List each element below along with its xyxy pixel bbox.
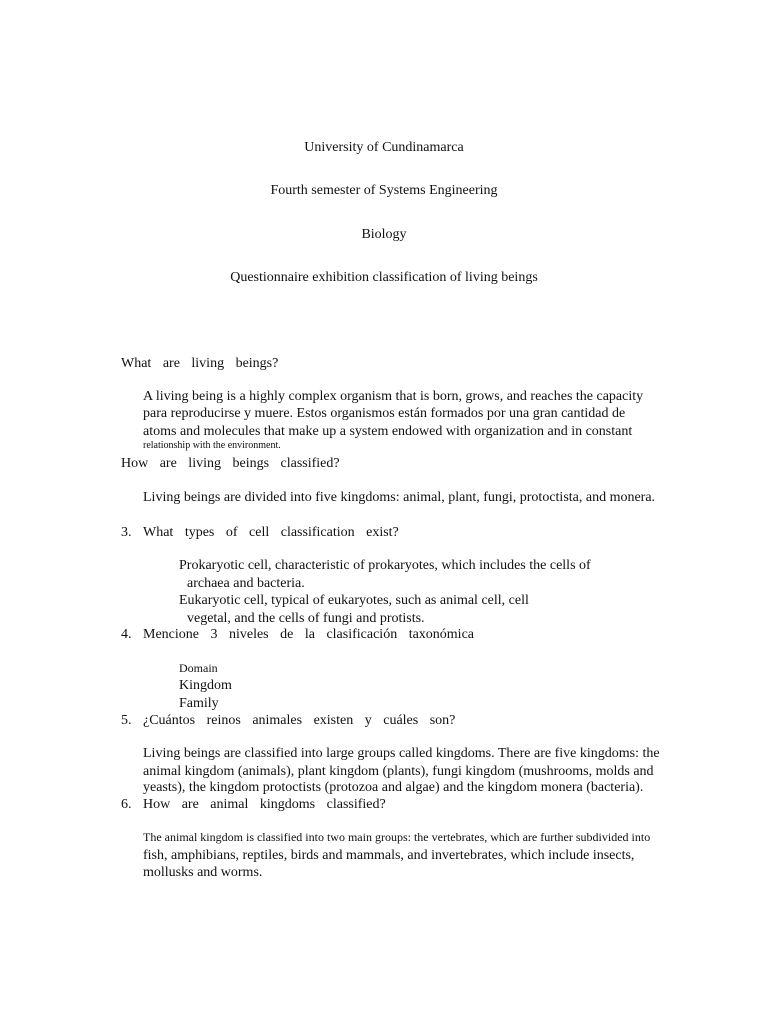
answer-5-line-3: yeasts), the kingdom protoctists (protozoa and algae) and the kingdom monera (bacteria). [143,780,644,795]
university-name: University of Cundinamarca [304,140,464,155]
answer-1-line-2: para reproducirse y muere. Estos organismos están formados por una gran cantidad de [143,406,626,421]
question-3 [121,526,399,540]
answer-1-line-4: relationship with the environment. [143,440,281,451]
question-6-text: How are animal kingdoms classified? [143,797,386,812]
question-6-number: 6. [121,797,132,812]
list-item [166,697,219,711]
list-item-continuation: archaea and bacteria. [187,576,305,591]
question-5-number: 5. [121,713,132,728]
list-item [166,679,232,693]
list-item-text: Eukaryotic cell, typical of eukaryotes, such as animal cell, cell [179,593,529,608]
question-5 [121,714,455,728]
question-4-number: 4. [121,627,132,642]
question-4 [121,628,474,642]
subject-line: Biology [361,227,407,242]
question-2: How are living beings classified? [121,456,340,471]
answer-1-line-3: atoms and molecules that make up a system endowed with organization and in constant [143,424,633,439]
list-item [166,594,529,608]
answer-1-line-1: A living being is a highly complex organism that is born, grows, and reaches the capacity [143,389,644,404]
question-3-number: 3. [121,525,132,540]
list-item-text: Prokaryotic cell, characteristic of prokaryotes, which includes the cells of [179,558,591,573]
answer-5-line-2: animal kingdom (animals), plant kingdom (plants), fungi kingdom (mushrooms, molds and [143,764,654,779]
question-1: What are living beings? [121,356,279,371]
question-3-text: What types of cell classification exist? [143,525,399,540]
list-item-continuation: vegetal, and the cells of fungi and protists. [187,611,425,626]
semester-line: Fourth semester of Systems Engineering [270,183,498,198]
answer-2: Living beings are divided into five kingdoms: animal, plant, fungi, protoctista, and monera. [143,490,656,505]
answer-6-line-3: mollusks and worms. [143,865,263,880]
list-item-text: Domain [179,661,218,675]
list-item [166,662,218,674]
question-5-text: ¿Cuántos reinos animales existen y cuáles son? [143,713,456,728]
question-4-text: Mencione 3 niveles de la clasificación taxonómica [143,627,475,642]
list-item-text: Kingdom [179,678,232,693]
list-item-text: Family [179,696,219,711]
question-6 [121,798,386,812]
answer-6-line-2: fish, amphibians, reptiles, birds and mammals, and invertebrates, which include insects, [143,848,635,863]
document-title: Questionnaire exhibition classification of living beings [230,270,538,285]
list-item [166,559,591,573]
answer-5-line-1: Living beings are classified into large groups called kingdoms. There are five kingdoms: the [143,746,660,761]
answer-6-line-1: The animal kingdom is classified into two main groups: the vertebrates, which are further subdivided into [143,830,651,844]
